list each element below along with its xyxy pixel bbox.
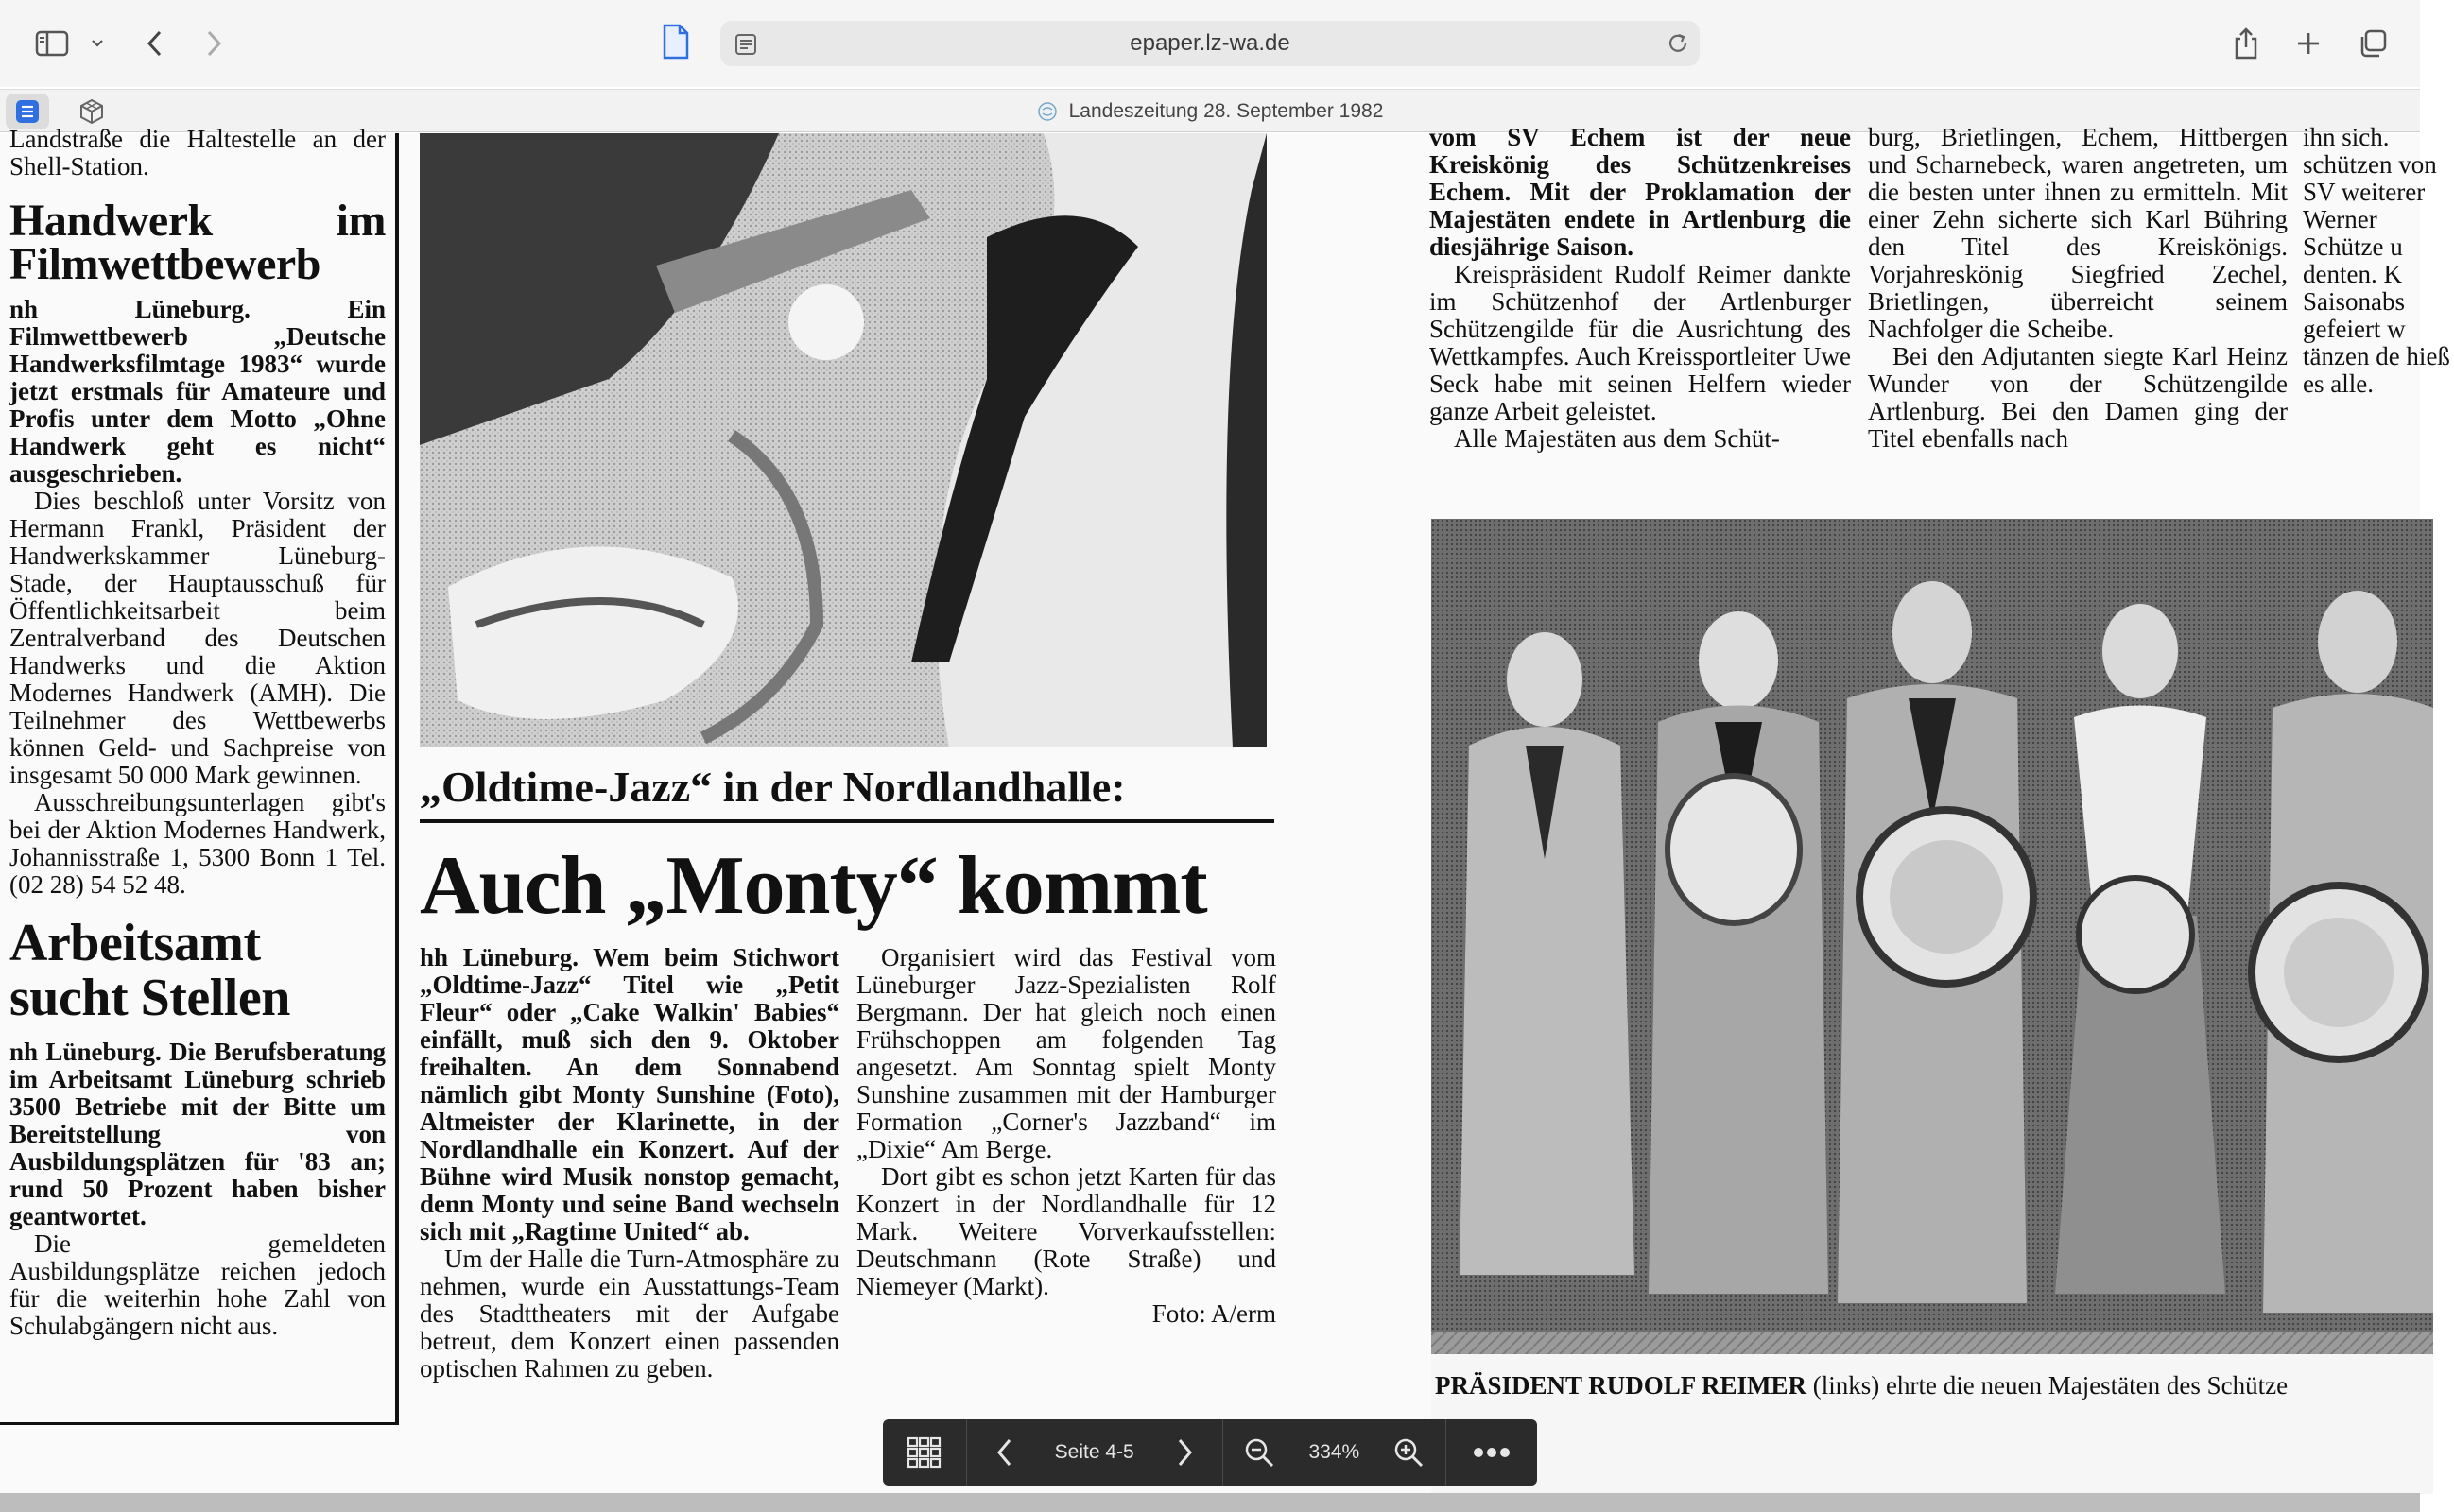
reader-icon[interactable] <box>734 32 758 60</box>
share-icon[interactable] <box>2227 21 2265 66</box>
handwerk-paragraph-1: Dies beschloß unter Vorsitz von Hermann Frankl, Präsident der Handwerkskammer Lüneburg-Stade, der Hauptausschuß für Öffentlichkeitsarbeit beim Zentralverband des Deutschen Handwerks und die Aktion Modernes Handwerk (AMH). Die Teilnehmer des Wettbewerbs können Geld- und Sachpreise von insgesamt 50 000 Mark gewinnen. <box>9 487 386 789</box>
url-text[interactable]: epaper.lz-wa.de <box>1130 30 1290 56</box>
schuetzen-column-1 <box>1429 123 1851 453</box>
cube-icon <box>78 97 106 126</box>
tab-title: Landeszeitung 28. September 1982 <box>1068 100 1384 122</box>
handwerk-lead: nh Lüneburg. Ein Filmwettbewerb „Deutsche Handwerksfilmtage 1983“ wurde jetzt erstmals für Amateure und Profis unter dem Motto „Ohne Handwerk geht es nicht“ ausgeschrieben. <box>9 295 386 488</box>
schuetzen-paragraph-3: burg, Brietlingen, Echem, Hittbergen und Scharnebeck, waren angetreten, um die besten unter ihnen zu ermitteln. Mit einer Zehn sicherte sich Karl Bühring den Titel des Kreiskönigs. Vorjahreskönig Siegfried Zechel, Brietlingen, überreicht seinem Nachfolger die Scheibe. <box>1868 123 2288 343</box>
tabs-overview-icon[interactable] <box>2354 21 2392 66</box>
scrollbar-track[interactable] <box>0 1493 2420 1512</box>
arbeitsamt-paragraph-1: Die gemeldeten Ausbildungsplätze reichen jedoch für die weiterhin hohe Zahl von Schulabgängern nicht aus. <box>9 1229 386 1340</box>
page-indicator <box>1043 1419 1147 1486</box>
zoom-in-icon[interactable] <box>1372 1419 1445 1486</box>
handwerk-paragraph-2: Ausschreibungsunterlagen gibt's bei der Aktion Modernes Handwerk, Johannisstraße 1, 5300 Bonn 1 Tel. (02 28) 54 52 48. <box>9 788 386 899</box>
page-icon[interactable] <box>662 23 690 64</box>
arbeitsamt-lead: nh Lüneburg. Die Berufsberatung im Arbeitsamt Lüneburg schrieb 3500 Betriebe mit der Bitte um Bereitstellung von Ausbildungsplätzen für '83 an; rund 50 Prozent haben bisher geantwortet. <box>9 1038 386 1230</box>
majestaeten-photo <box>1431 519 2433 1494</box>
top-fragment: Landstraße die Haltestelle an der Shell-Station. <box>9 125 386 180</box>
jazz-photo <box>420 133 1267 747</box>
favicon-icon <box>1037 101 1058 122</box>
left-column <box>9 125 386 1340</box>
zoom-label: 334% <box>1308 1441 1360 1463</box>
grid-icon[interactable] <box>883 1419 966 1486</box>
forward-icon[interactable] <box>195 21 233 66</box>
zoom-indicator <box>1296 1419 1372 1486</box>
chevron-down-icon[interactable] <box>83 21 112 66</box>
epaper-page[interactable] <box>0 123 2450 1493</box>
schuetzen-paragraph-4: Bei den Adjutanten siegte Karl Heinz Wunder von der Schützengilde Artlenburg. Bei den Damen ging der Titel ebenfalls nach <box>1868 342 2288 453</box>
caption-bold: PRÄSIDENT RUDOLF REIMER <box>1435 1371 1807 1400</box>
arbeitsamt-headline: Arbeitsamt sucht Stellen <box>9 914 290 1027</box>
schuetzen-column-2 <box>1868 123 2288 453</box>
column-rule-bottom <box>0 1422 399 1425</box>
jazz-headline: Auch „Monty“ kommt <box>420 840 1207 932</box>
jazz-paragraph-3: Dort gibt es schon jetzt Karten für das Konzert in der Nordlandhalle für 12 Mark. Weitere Vorverkaufsstellen: Deutschmann (Rote Straße) und Niemeyer (Markt). <box>856 1162 1276 1300</box>
jazz-kicker: „Oldtime-Jazz“ in der Nordlandhalle: <box>420 761 1274 823</box>
jazz-lead: hh Lüneburg. Wem beim Stichwort „Oldtime-Jazz“ Titel wie „Petit Fleur“ oder „Cake Walkin' Babies“ einfällt, muß sich den 9. Oktober freihalten. An dem Sonnabend nämlich gibt Monty Sunshine (Foto), Altmeister der Klarinette, in der Nordlandhalle ein Konzert. Auf der Bühne wird Musik nonstop gemacht, denn Monty und seine Band wechseln sich mit „Ragtime United“ ab. <box>420 943 839 1246</box>
browser-toolbar <box>0 0 2420 87</box>
schuetzen-column-3-text: ihn sich. schützen von SV weiterer Werner Schütze u denten. K Saisonabs gefeiert w tänzen de hieß es alle. <box>2303 123 2450 398</box>
chevron-left-icon[interactable] <box>967 1419 1043 1486</box>
handwerk-headline: Handwerk im Filmwettbewerb <box>9 196 386 289</box>
page-label: Seite 4-5 <box>1054 1441 1134 1463</box>
caption-text: (links) ehrte die neuen Majestäten des Schütze <box>1806 1371 2289 1400</box>
chevron-right-icon[interactable] <box>1147 1419 1222 1486</box>
schuetzen-paragraph-1: Kreispräsident Rudolf Reimer dankte im Schützenhof der Artlenburger Schützengilde für die Ausrichtung des Wettkampfes. Auch Kreissportleiter Uwe Seck habe mit seinen Helfern wieder ganze Arbeit geleistet. <box>1429 260 1851 425</box>
reload-icon[interactable] <box>1666 31 1690 60</box>
jazz-column-2 <box>856 944 1276 1328</box>
back-icon[interactable] <box>136 21 174 66</box>
photo-credit: Foto: A/erm <box>1151 1299 1276 1328</box>
jazz-paragraph-1: Um der Halle die Turn-Atmosphäre zu nehmen, wurde ein Ausstattungs-Team des Stadttheaters mit der Aufgabe betreut, dem Konzert einen passenden optischen Rahmen zu geben. <box>420 1245 839 1383</box>
column-rule <box>395 133 399 1422</box>
sidebar-icon[interactable] <box>28 21 76 66</box>
more-icon[interactable] <box>1446 1419 1537 1486</box>
zoom-out-icon[interactable] <box>1223 1419 1297 1486</box>
schuetzen-lead: vom SV Echem ist der neue Kreiskönig des Schützenkreises Echem. Mit der Proklamation der Majestäten endete in Artlenburg die diesjährige Saison. <box>1429 123 1851 261</box>
viewer-toolbar <box>883 1419 1537 1486</box>
schuetzen-column-3 <box>2303 123 2454 398</box>
address-bar[interactable] <box>720 21 1700 66</box>
schuetzen-paragraph-2: Alle Majestäten aus dem Schüt- <box>1454 424 1780 453</box>
jazz-paragraph-2: Organisiert wird das Festival vom Lüneburger Jazz-Spezialisten Rolf Bergmann. Der hat gleich noch einen Frühschoppen am folgenden Tag angesetzt. Am Sonntag spielt Monty Sunshine zusammen mit der Hamburger Formation „Corner's Jazzband“ im „Dixie“ Am Berge. <box>856 943 1276 1163</box>
document-icon <box>14 98 41 125</box>
plus-icon[interactable] <box>2290 21 2327 66</box>
photo-caption <box>1435 1371 2288 1400</box>
jazz-column-1 <box>420 944 839 1383</box>
